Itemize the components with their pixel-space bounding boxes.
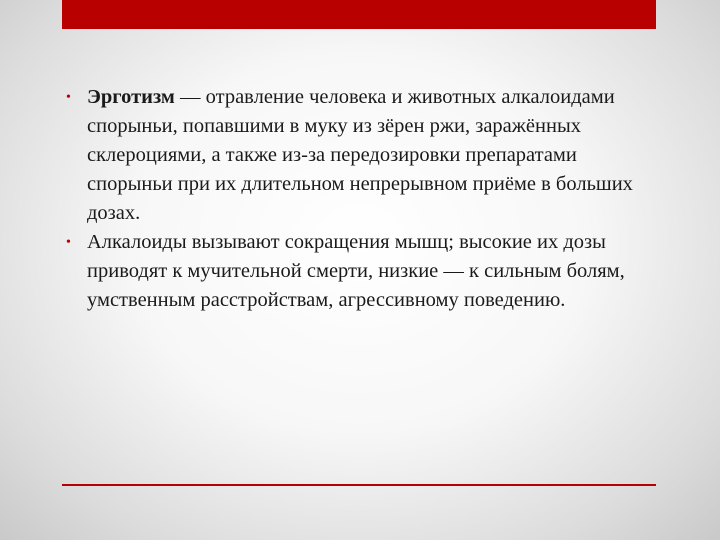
bullet-dot-icon: • [66,90,71,105]
bullet-list [66,83,666,315]
header-accent-bar [62,0,656,29]
term-ergotism: Эрготизм [87,86,175,108]
bullet-item-alkaloids [66,228,666,315]
footer-divider [62,484,656,486]
slide-content [66,83,666,315]
bullet-dot-icon: • [66,235,71,250]
alkaloids-text: Алкалоиды вызывают сокращения мышц; высокие их дозы приводят к мучительной смерти, низкие — к сильным болям, умственным расстройствам, агрессивному поведению. [87,231,625,311]
bullet-item-ergotism [66,83,666,228]
definition-text: — отравление человека и животных алкалоидами спорыньи, попавшими в муку из зёрен ржи, заражённых склероциями, а также из-за передозировки препаратами спорыньи при их длительном непрерывном приёме в больших дозах. [87,86,633,224]
